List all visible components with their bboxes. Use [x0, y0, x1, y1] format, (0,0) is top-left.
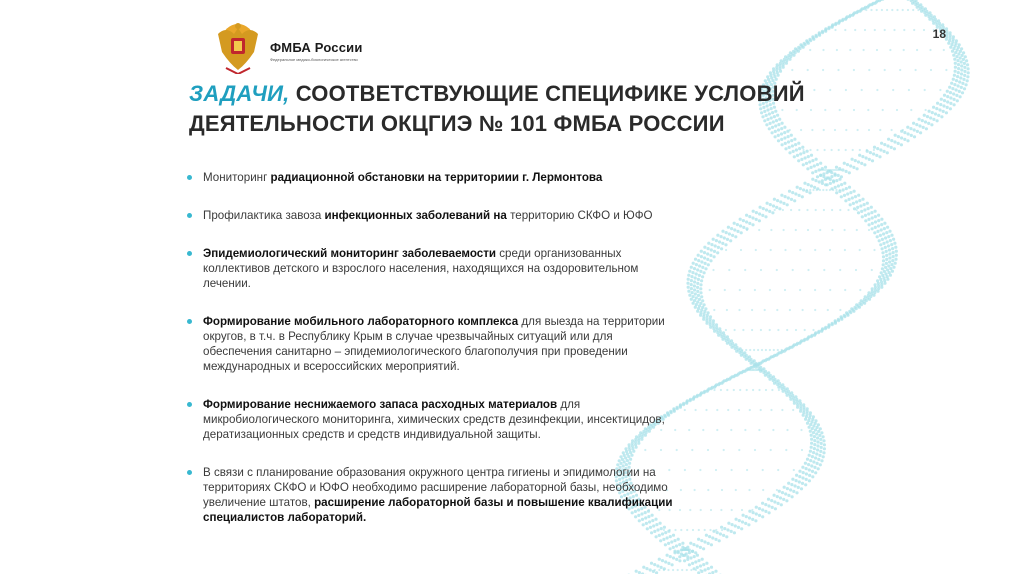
list-item [185, 170, 685, 185]
item-bold-text: инфекционных заболеваний на [324, 209, 507, 222]
item-text: В связи с планирование образования окружного центра гигиены и эпидимологии на территориях СКФО и ЮФО необходимо расширение лабораторной базы, необходимо увеличение штатов, [203, 466, 668, 509]
title-accent: ЗАДАЧИ, [189, 81, 290, 106]
logo-subtitle: Федеральное медико-биологическое агентство [270, 57, 358, 62]
list-item [185, 314, 685, 374]
double-headed-eagle-emblem-icon [212, 20, 264, 74]
list-item [185, 208, 685, 223]
logo-title: ФМБА России [270, 40, 363, 55]
bullet-icon [187, 175, 192, 180]
item-bold-text: Эпидемиологический мониторинг заболеваемости [203, 247, 497, 260]
item-text: для выезда на территории округов, в т.ч. в Республику Крым в случае чрезвычайных ситуаций или для обеспечения санитарно – эпидемиологического благополучия при проведении международных и всероссийских мероприятий. [203, 315, 665, 373]
list-item [185, 465, 685, 525]
item-bold-text: расширение лабораторной базы и повышение квалификации специалистов лабораторий. [203, 496, 673, 524]
item-bold-text: радиационной обстановки на территориии г. Лермонтова [270, 171, 603, 184]
item-text: среди организованных коллективов детского и взрослого населения, находящихся на оздоровительном лечении. [203, 247, 639, 290]
item-text: Мониторинг [203, 171, 271, 184]
bullet-icon [187, 251, 192, 256]
page-number: 18 [932, 27, 946, 41]
item-bold-text: Формирование мобильного лабораторного комплекса [203, 315, 519, 328]
list-item [185, 246, 685, 291]
list-item [185, 397, 685, 442]
bullet-icon [187, 319, 192, 324]
bullet-icon [187, 470, 192, 475]
item-text: для микробиологического мониторинга, химических средств дезинфекции, инсектицидов, дератизационных средств и средств индивидуальной защиты. [203, 398, 665, 441]
bullet-icon [187, 402, 192, 407]
item-text: Профилактика завоза [203, 209, 325, 222]
bullet-icon [187, 213, 192, 218]
slide-title [189, 79, 889, 139]
title-rest: СООТВЕТСТВУЮЩИЕ СПЕЦИФИКЕ УСЛОВИЙ ДЕЯТЕЛЬНОСТИ ОКЦГИЭ № 101 ФМБА РОССИИ [189, 81, 805, 136]
item-bold-text: Формирование неснижаемого запаса расходных материалов [203, 398, 558, 411]
logo [212, 20, 363, 74]
item-text: территорию СКФО и ЮФО [506, 209, 653, 222]
tasks-list [185, 170, 685, 525]
